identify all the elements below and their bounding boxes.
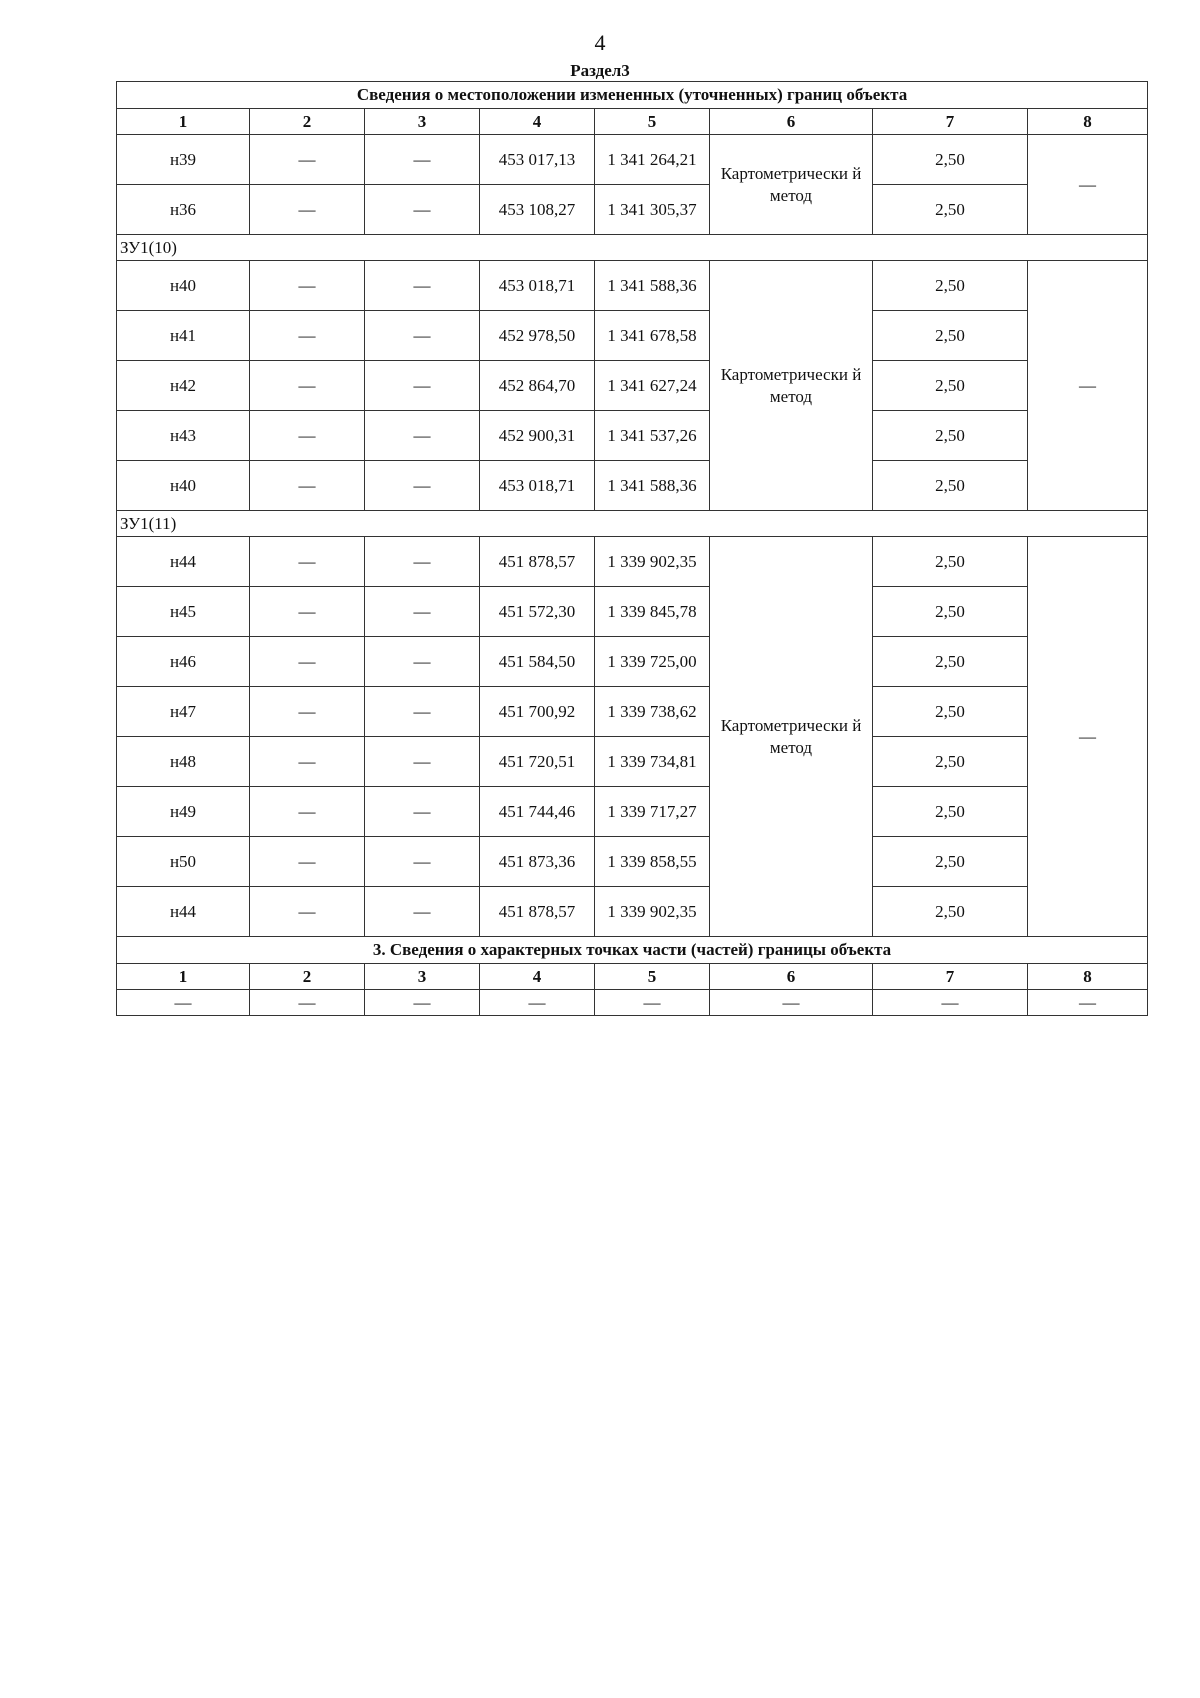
precision: 2,50 (873, 361, 1028, 411)
table-row (117, 135, 1148, 185)
table-row (117, 737, 1148, 787)
coord-y: 1 341 305,37 (595, 185, 710, 235)
precision: 2,50 (873, 185, 1028, 235)
precision: 2,50 (873, 461, 1028, 511)
coord-x: 451 878,57 (480, 887, 595, 937)
dash-cell: — (250, 887, 365, 937)
table-title-row (117, 82, 1148, 109)
coord-x: 453 018,71 (480, 461, 595, 511)
coord-x: 451 572,30 (480, 587, 595, 637)
coord-x: 452 900,31 (480, 411, 595, 461)
coord-y: 1 341 588,36 (595, 461, 710, 511)
parts-column-number-row (117, 964, 1148, 990)
table-row (117, 637, 1148, 687)
column-number: 4 (480, 109, 595, 135)
dash-cell: — (250, 837, 365, 887)
precision: 2,50 (873, 311, 1028, 361)
column-number: 2 (250, 109, 365, 135)
dash-cell: — (250, 461, 365, 511)
dash-cell: — (365, 687, 480, 737)
column-number: 7 (873, 109, 1028, 135)
column-number: 5 (595, 964, 710, 990)
coord-y: 1 339 845,78 (595, 587, 710, 637)
coord-y: 1 341 627,24 (595, 361, 710, 411)
column-number: 5 (595, 109, 710, 135)
precision: 2,50 (873, 587, 1028, 637)
point-name: н41 (117, 311, 250, 361)
coord-y: 1 341 264,21 (595, 135, 710, 185)
dash-cell: — (365, 185, 480, 235)
dash-cell: — (1028, 261, 1148, 511)
point-name: н40 (117, 461, 250, 511)
column-number-row (117, 109, 1148, 135)
group-label-row (117, 235, 1148, 261)
table-title: Сведения о местоположении измененных (уточненных) границ объекта (117, 82, 1148, 109)
column-number: 1 (117, 964, 250, 990)
boundary-coordinates-table (116, 81, 1148, 1016)
dash-cell: — (250, 737, 365, 787)
page-number: 4 (594, 30, 606, 55)
group-label-row (117, 511, 1148, 537)
group-label: ЗУ1(10) (117, 235, 1148, 261)
dash-cell: — (250, 411, 365, 461)
dash-cell: — (365, 411, 480, 461)
point-name: н45 (117, 587, 250, 637)
coord-y: 1 341 588,36 (595, 261, 710, 311)
dash-cell: — (250, 587, 365, 637)
column-number: 3 (365, 964, 480, 990)
precision: 2,50 (873, 737, 1028, 787)
coord-y: 1 339 858,55 (595, 837, 710, 887)
point-name: н48 (117, 737, 250, 787)
precision: 2,50 (873, 837, 1028, 887)
coord-y: 1 341 678,58 (595, 311, 710, 361)
coord-y: 1 339 902,35 (595, 537, 710, 587)
precision: 2,50 (873, 887, 1028, 937)
dash-cell: — (365, 361, 480, 411)
dash-cell: — (250, 990, 365, 1016)
coord-y: 1 339 734,81 (595, 737, 710, 787)
coord-x: 453 018,71 (480, 261, 595, 311)
table-row (117, 887, 1148, 937)
dash-cell: — (250, 261, 365, 311)
parts-title: 3. Сведения о характерных точках части (частей) границы объекта (117, 937, 1148, 964)
table-row (117, 311, 1148, 361)
dash-cell: — (365, 990, 480, 1016)
coord-y: 1 339 717,27 (595, 787, 710, 837)
dash-cell: — (250, 687, 365, 737)
precision: 2,50 (873, 411, 1028, 461)
column-number: 8 (1028, 964, 1148, 990)
dash-cell: — (1028, 990, 1148, 1016)
precision: 2,50 (873, 787, 1028, 837)
coord-x: 451 584,50 (480, 637, 595, 687)
dash-cell: — (365, 637, 480, 687)
dash-cell: — (1028, 135, 1148, 235)
dash-cell: — (365, 261, 480, 311)
column-number: 6 (710, 109, 873, 135)
precision: 2,50 (873, 687, 1028, 737)
column-number: 8 (1028, 109, 1148, 135)
dash-cell: — (250, 185, 365, 235)
dash-cell: — (250, 787, 365, 837)
point-name: н39 (117, 135, 250, 185)
dash-cell: — (365, 461, 480, 511)
coord-x: 453 108,27 (480, 185, 595, 235)
table-row (117, 687, 1148, 737)
point-name: н42 (117, 361, 250, 411)
point-name: н43 (117, 411, 250, 461)
column-number: 1 (117, 109, 250, 135)
column-number: 4 (480, 964, 595, 990)
dash-cell: — (250, 537, 365, 587)
coord-y: 1 339 902,35 (595, 887, 710, 937)
table-row (117, 537, 1148, 587)
parts-empty-row (117, 990, 1148, 1016)
coord-y: 1 339 738,62 (595, 687, 710, 737)
dash-cell: — (365, 737, 480, 787)
coord-y: 1 339 725,00 (595, 637, 710, 687)
coord-x: 451 720,51 (480, 737, 595, 787)
coord-x: 453 017,13 (480, 135, 595, 185)
section-title: Раздел3 (570, 61, 630, 80)
dash-cell: — (365, 311, 480, 361)
coord-x: 452 978,50 (480, 311, 595, 361)
coord-x: 452 864,70 (480, 361, 595, 411)
dash-cell: — (250, 311, 365, 361)
dash-cell: — (365, 587, 480, 637)
dash-cell: — (117, 990, 250, 1016)
point-name: н36 (117, 185, 250, 235)
method-cell: Картометрически й метод (710, 537, 873, 937)
dash-cell: — (365, 837, 480, 887)
dash-cell: — (365, 537, 480, 587)
method-cell: Картометрически й метод (710, 135, 873, 235)
dash-cell: — (1028, 537, 1148, 937)
dash-cell: — (250, 361, 365, 411)
point-name: н44 (117, 887, 250, 937)
table-row (117, 837, 1148, 887)
point-name: н47 (117, 687, 250, 737)
dash-cell: — (873, 990, 1028, 1016)
dash-cell: — (710, 990, 873, 1016)
dash-cell: — (250, 637, 365, 687)
precision: 2,50 (873, 261, 1028, 311)
coord-y: 1 341 537,26 (595, 411, 710, 461)
table-row (117, 261, 1148, 311)
coord-x: 451 878,57 (480, 537, 595, 587)
table-row (117, 787, 1148, 837)
dash-cell: — (365, 787, 480, 837)
table-row (117, 185, 1148, 235)
precision: 2,50 (873, 135, 1028, 185)
dash-cell: — (365, 887, 480, 937)
precision: 2,50 (873, 637, 1028, 687)
point-name: н40 (117, 261, 250, 311)
point-name: н49 (117, 787, 250, 837)
table-row (117, 361, 1148, 411)
parts-title-row (117, 937, 1148, 964)
precision: 2,50 (873, 537, 1028, 587)
dash-cell: — (480, 990, 595, 1016)
group-label: ЗУ1(11) (117, 511, 1148, 537)
point-name: н46 (117, 637, 250, 687)
column-number: 7 (873, 964, 1028, 990)
coord-x: 451 744,46 (480, 787, 595, 837)
column-number: 3 (365, 109, 480, 135)
column-number: 6 (710, 964, 873, 990)
table-row (117, 461, 1148, 511)
dash-cell: — (595, 990, 710, 1016)
point-name: н50 (117, 837, 250, 887)
column-number: 2 (250, 964, 365, 990)
method-cell: Картометрически й метод (710, 261, 873, 511)
table-row (117, 411, 1148, 461)
point-name: н44 (117, 537, 250, 587)
dash-cell: — (250, 135, 365, 185)
coord-x: 451 873,36 (480, 837, 595, 887)
dash-cell: — (365, 135, 480, 185)
table-row (117, 587, 1148, 637)
coord-x: 451 700,92 (480, 687, 595, 737)
